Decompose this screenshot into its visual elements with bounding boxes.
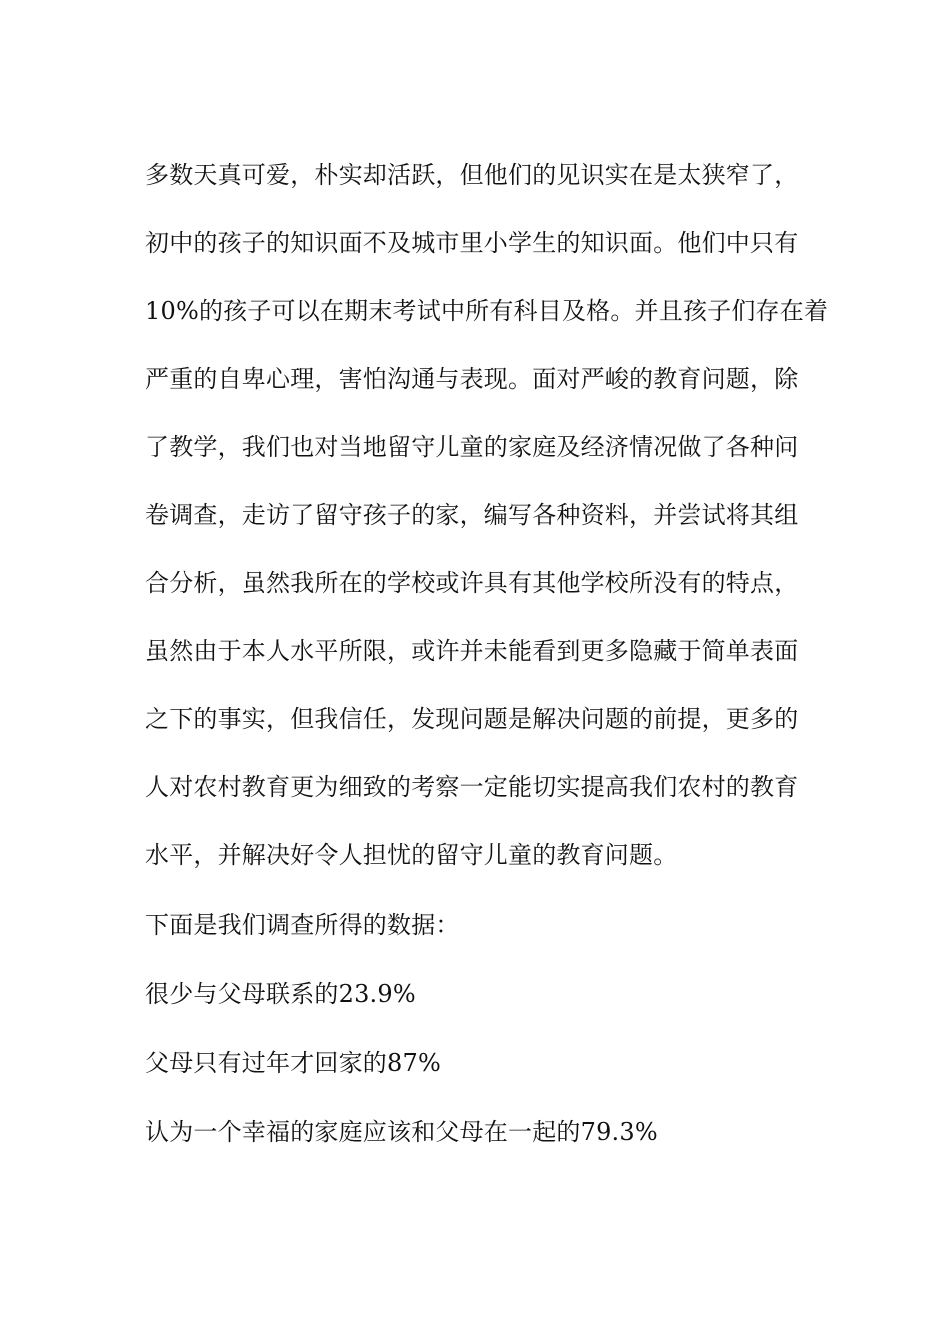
paragraph-line: 严重的自卑心理，害怕沟通与表现。面对严峻的教育问题，除 — [145, 365, 799, 393]
paragraph-line: 多数天真可爱，朴实却活跃，但他们的见识实在是太狭窄了， — [145, 161, 799, 189]
stat-line: 认为一个幸福的家庭应该和父母在一起的79.3% — [145, 1118, 658, 1146]
paragraph-line: 水平，并解决好令人担忧的留守儿童的教育问题。 — [145, 841, 678, 869]
intro-line: 下面是我们调查所得的数据： — [145, 911, 460, 939]
stat-line: 很少与父母联系的23.9% — [145, 980, 416, 1008]
paragraph-line: 卷调查，走访了留守孩子的家，编写各种资料，并尝试将其组 — [145, 501, 799, 529]
paragraph-line: 初中的孩子的知识面不及城市里小学生的知识面。他们中只有 — [145, 229, 799, 257]
paragraph-line: 虽然由于本人水平所限，或许并未能看到更多隐藏于简单表面 — [145, 637, 799, 665]
paragraph-line: 了教学，我们也对当地留守儿童的家庭及经济情况做了各种问 — [145, 433, 799, 461]
stat-line: 父母只有过年才回家的87% — [145, 1049, 441, 1077]
paragraph-line: 10%的孩子可以在期末考试中所有科目及格。并且孩子们存在着 — [145, 297, 829, 325]
paragraph-line: 人对农村教育更为细致的考察一定能切实提高我们农村的教育 — [145, 773, 799, 801]
paragraph-line: 之下的事实，但我信任，发现问题是解决问题的前提，更多的 — [145, 705, 799, 733]
paragraph-line: 合分析，虽然我所在的学校或许具有其他学校所没有的特点， — [145, 569, 799, 597]
